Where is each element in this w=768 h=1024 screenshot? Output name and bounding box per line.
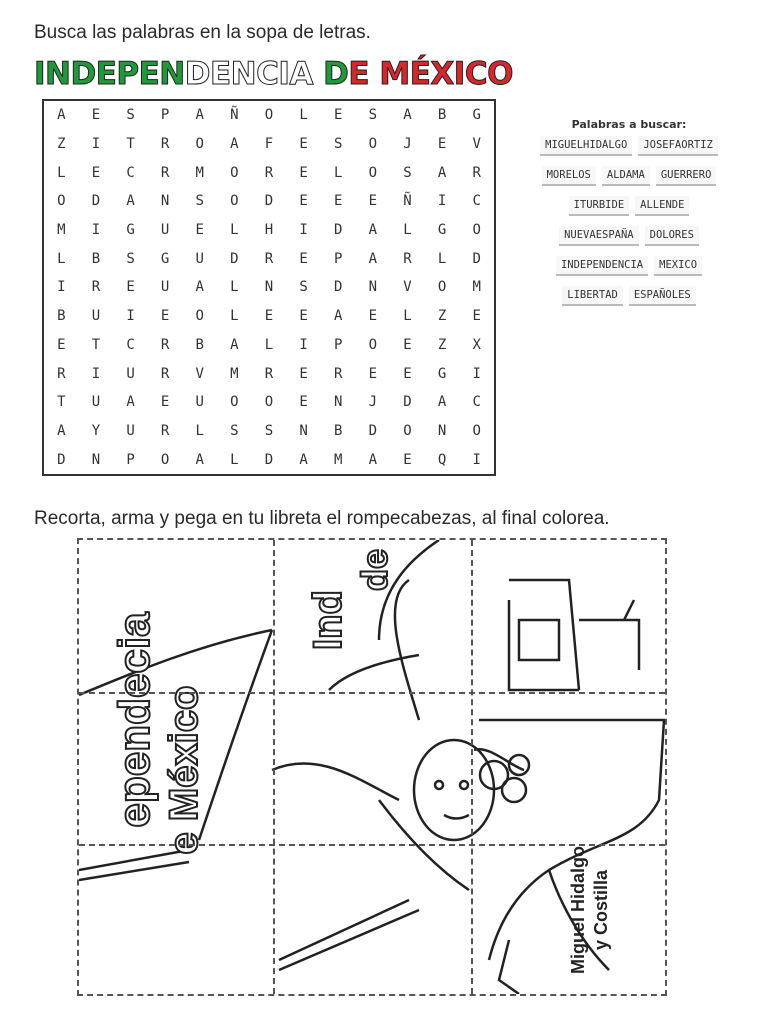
grid-letter: E [368,365,378,382]
grid-letter: G [126,222,135,239]
grid-letter: O [195,136,204,153]
grid-letter: E [160,308,170,325]
grid-letter: R [472,164,481,181]
grid-letter: Z [437,336,447,353]
grid-letter: E [91,164,101,181]
grid-letter: A [57,107,66,124]
grid-letter: E [299,308,308,325]
grid-letter: L [230,308,239,325]
grid-letter: E [403,365,412,382]
grid-letter: O [472,222,481,239]
puzzle-text-de: de [354,548,395,592]
grid-letter: A [368,222,378,239]
grid-letter: A [334,308,343,325]
word-list-row [520,136,738,156]
grid-letter: E [195,222,204,239]
grid-letter: I [91,136,101,153]
grid-letter: L [403,222,412,239]
grid-letter: L [299,107,308,124]
grid-letter: O [368,336,378,353]
grid-letter: I [299,336,308,353]
word-list-row [520,256,738,276]
grid-letter: U [126,422,135,439]
grid-letter: Ñ [403,193,412,210]
grid-letter: G [472,107,481,124]
grid-letter: P [334,336,343,353]
grid-letter: R [57,365,66,382]
grid-letter: N [160,193,170,210]
puzzle-text-ependecia: ependecia [110,612,159,828]
grid-letter: O [472,422,481,439]
grid-letter: M [195,164,204,181]
grid-letter: A [368,250,378,267]
grid-letter: E [57,336,66,353]
grid-letter: A [195,451,204,468]
puzzle-cut-line-h2 [79,844,665,846]
word-list-box [520,116,738,314]
grid-letter: E [160,394,170,411]
grid-letter: U [195,250,204,267]
grid-letter: X [472,336,481,353]
grid-letter: O [403,422,412,439]
grid-letter: C [472,193,481,210]
grid-letter: E [334,193,343,210]
grid-letter: T [126,136,135,153]
instruction-word-search: Busca las palabras en la sopa de letras. [34,22,371,43]
grid-letter: F [264,136,274,153]
word-to-find: ITURBIDE [569,196,630,216]
pole-line [279,900,409,960]
word-to-find: NUEVAESPAÑA [559,226,639,246]
grid-letter: E [403,451,412,468]
grid-letter: E [126,279,135,296]
grid-letter: A [126,394,135,411]
grid-letter: Y [91,422,101,439]
grid-letter: D [403,394,412,411]
grid-letter: E [403,336,412,353]
grid-letter: L [57,164,66,181]
grid-letter: A [230,136,239,153]
grid-letter: E [334,107,343,124]
puzzle-text-mexico: e México [162,685,206,855]
grid-letter: O [57,193,66,210]
grid-letter: J [368,394,378,411]
word-search-grid [42,99,496,476]
grid-letter: I [91,365,101,382]
grid-letter: U [160,279,170,296]
puzzle-cut-line-v2 [471,540,473,994]
grid-letter: I [126,308,135,325]
grid-letter: L [230,451,239,468]
grid-letter: P [334,250,343,267]
grid-letter: E [299,193,308,210]
grid-letter: U [91,394,101,411]
grid-letter: N [334,394,343,411]
word-to-find: GUERRERO [656,166,717,186]
grid-letter: R [160,336,170,353]
grid-letter: E [299,250,308,267]
grid-letter: O [195,308,204,325]
grid-letter: A [230,336,239,353]
grid-letter: I [472,365,481,382]
grid-letter: U [91,308,101,325]
word-to-find: LIBERTAD [562,286,623,306]
grid-letter: E [368,308,378,325]
grid-letter: E [299,164,308,181]
grid-letter: B [437,107,447,124]
grid-letter: S [264,422,274,439]
grid-letter: O [264,394,274,411]
grid-letter: O [264,107,274,124]
grid-letter: B [57,308,66,325]
grid-letter: P [160,107,170,124]
grid-letter: A [195,107,204,124]
grid-letter: D [264,193,274,210]
grid-letter: C [126,336,135,353]
grid-letter: D [334,279,343,296]
grid-letter: I [472,451,481,468]
grid-letter: Z [57,136,66,153]
grid-letter: D [368,422,378,439]
grid-letter: L [437,250,447,267]
grid-letter: R [160,164,170,181]
grid-letter: A [437,394,447,411]
grid-letter: E [299,136,308,153]
word-to-find: DOLORES [645,226,699,246]
grid-letter: S [299,279,308,296]
page-title [34,56,513,92]
grid-letter: B [91,250,101,267]
word-list-row [520,226,738,246]
grid-letter: B [195,336,204,353]
word-list-row [520,166,738,186]
grid-letter: E [264,308,274,325]
grid-letter: A [195,279,204,296]
grid-letter: L [403,308,412,325]
grid-letter: E [299,365,308,382]
grid-letter: S [230,422,239,439]
grid-letter: L [57,250,66,267]
grid-letter: A [403,107,412,124]
grid-letter: A [437,164,447,181]
grid-letter: A [299,451,308,468]
puzzle-drawing [79,540,665,994]
grid-letter: L [230,279,239,296]
grid-letter: D [334,222,343,239]
grid-letter: E [368,193,378,210]
grid-letter: E [299,394,308,411]
grid-letter: D [57,451,66,468]
word-to-find: ALDAMA [602,166,650,186]
grid-letter: N [299,422,308,439]
grid-letter: R [403,250,412,267]
grid-letter: N [91,451,101,468]
puzzle-text-ind: Ind [306,590,350,650]
grid-letter: N [264,279,274,296]
grid-letter: R [160,422,170,439]
grid-letter: O [230,164,239,181]
grid-letter: R [160,136,170,153]
title-green-d: D [323,56,349,92]
grid-letter: I [91,222,101,239]
cloth-curve-top [79,630,272,695]
grid-letter: L [264,336,274,353]
grid-letter: I [57,279,66,296]
grid-letter: T [57,394,66,411]
grid-letter: S [334,136,343,153]
grid-letter: N [368,279,378,296]
word-list-title: Palabras a buscar: [571,118,687,131]
word-to-find: JOSEFAORTIZ [638,136,718,156]
grid-letter: S [195,193,204,210]
grid-letter: M [57,222,66,239]
title-red-part: E MÉXICO [348,56,513,92]
grid-letter: V [403,279,412,296]
grid-letter: A [57,422,66,439]
puzzle-text-name1: Miguel Hidalgo [568,846,588,974]
grid-letter: Ñ [230,107,239,124]
grid-letter: O [230,394,239,411]
cloth-curve-left [199,630,272,840]
grid-letter: L [334,164,343,181]
grid-letter: E [437,136,447,153]
grid-letter: J [403,136,412,153]
grid-letter: A [126,193,135,210]
grid-letter: V [472,136,481,153]
grid-letter: M [334,451,343,468]
grid-letter: S [126,250,135,267]
grid-letter: O [160,451,170,468]
word-to-find: ESPAÑOLES [629,286,696,306]
grid-letter: I [299,222,308,239]
grid-letter: G [437,365,447,382]
grid-letter: O [230,193,239,210]
grid-letter: S [368,107,378,124]
puzzle-text-name2: y Costilla [591,869,611,951]
grid-letter: M [230,365,239,382]
grid-letter: O [368,136,378,153]
grid-letter: R [264,164,274,181]
grid-letter: T [91,336,101,353]
grid-letter: D [230,250,239,267]
grid-letter: G [437,222,447,239]
puzzle-cut-line-v1 [273,540,275,994]
grid-letter: M [472,279,481,296]
grid-letter: N [437,422,447,439]
cutout-puzzle [77,538,667,996]
grid-letter: O [437,279,447,296]
word-to-find: MEXICO [654,256,702,276]
grid-letter: R [264,250,274,267]
grid-letter: L [230,222,239,239]
grid-letter: U [160,222,170,239]
grid-letter: U [195,394,204,411]
grid-letter: E [91,107,101,124]
word-to-find: ALLENDE [635,196,689,216]
word-list-row [520,286,738,306]
word-to-find: MIGUELHIDALGO [540,136,632,156]
title-green-part: INDEPEN [34,56,185,92]
title-white-part: DENCIA [184,56,324,92]
grid-letter: B [334,422,343,439]
grid-letter: D [91,193,101,210]
grid-letter: D [472,250,481,267]
grid-letter: G [160,250,170,267]
puzzle-cut-line-h1 [79,692,665,694]
grid-letter: U [126,365,135,382]
grid-letter: E [472,308,481,325]
word-to-find: INDEPENDENCIA [556,256,648,276]
grid-letter: L [195,422,204,439]
grid-letter: Q [437,451,447,468]
grid-letter: R [91,279,101,296]
banner-edge [395,580,419,720]
word-to-find: MORELOS [542,166,596,186]
grid-letter: C [472,394,481,411]
grid-letter: R [334,365,343,382]
hidalgo-head [414,740,494,840]
grid-letter: I [437,193,447,210]
grid-letter: D [264,451,274,468]
grid-letter: O [368,164,378,181]
grid-letter: S [126,107,135,124]
word-list-row [520,196,738,216]
grid-letter: C [126,164,135,181]
grid-letter: A [368,451,378,468]
grid-letter: P [126,451,135,468]
grid-letter: H [264,222,274,239]
grid-letter: R [264,365,274,382]
grid-letter: V [195,365,204,382]
grid-letter: S [403,164,412,181]
grid-letter: R [160,365,170,382]
grid-letter: Z [437,308,447,325]
instruction-puzzle: Recorta, arma y pega en tu libreta el rompecabezas, al final colorea. [34,508,610,529]
